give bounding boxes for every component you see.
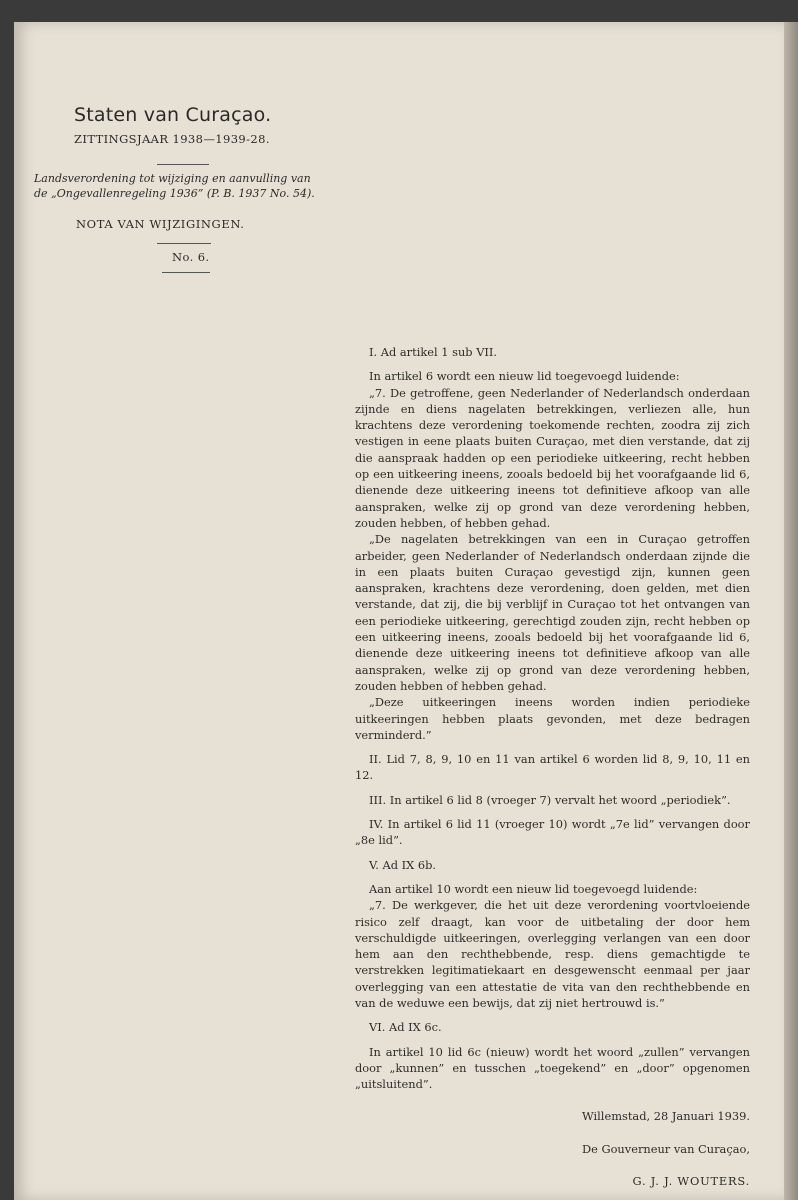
page-edge [784, 22, 798, 1200]
document-page [14, 22, 784, 1200]
session-line: ZITTINGSJAAR 1938—1939-28. [74, 132, 270, 146]
divider [157, 243, 211, 244]
section-heading: V. Ad IX 6b. [369, 857, 437, 872]
document-number: No. 6. [172, 250, 210, 264]
section-heading: I. Ad artikel 1 sub VII. [369, 345, 498, 359]
paragraph: Aan artikel 10 wordt een nieuw lid toegevoegd luidende: [369, 881, 698, 896]
subject-line: Landsverordening tot wijziging en aanvulling van de „Ongevallenregeling 1936” (P. B. 1937 No. 54). [34, 172, 315, 200]
document-body [355, 344, 750, 1189]
paragraph: In artikel 6 wordt een nieuw lid toegevoegd luidende: [369, 369, 680, 384]
nota-heading: NOTA VAN WIJZIGINGEN. [76, 217, 245, 231]
paragraph: In artikel 10 lid 6c (nieuw) wordt het woord „zullen” vervangen door „kunnen” en tusschen „toegekend” en „door” opgenomen „uitsluitend”. [355, 1044, 750, 1092]
page-title: Staten van Curaçao. [74, 104, 272, 126]
divider [157, 164, 209, 165]
signatory-role: De Gouverneur van Curaçao, [581, 1141, 750, 1156]
paragraph: III. In artikel 6 lid 8 (vroeger 7) vervalt het woord „periodiek”. [369, 792, 731, 807]
paragraph: II. Lid 7, 8, 9, 10 en 11 van artikel 6 worden lid 8, 9, 10, 11 en 12. [355, 752, 750, 783]
paragraph: „7. De werkgever, die het uit deze verordening voortvloeiende risico zelf draagt, kan voor de uitbetaling der door hem verschuldigde uitkeeringen, overlegging verlangen van een door hem aan den rechthebbende, resp. diens gemachtigde te verstrekken legitimatiekaart en desgewenscht eenmaal per jaar overlegging van een attestatie de vita van den rechthebbende en van de weduwe een bewijs, dat zij niet hertrouwd is.” [355, 898, 750, 1010]
place-date: Willemstad, 28 Januari 1939. [582, 1109, 750, 1124]
section-heading: VI. Ad IX 6c. [369, 1020, 442, 1035]
signatory-name: G. J. J. WOUTERS. [632, 1174, 750, 1189]
paragraph: „7. De getroffene, geen Nederlander of Nederlandsch onderdaan zijnde en diens nagelaten betrekkingen, verliezen alle, hun krachtens deze verordening toekomende rechten, zoodra zij zich vestigen in eene plaats buiten Curaçao, met dien verstande, dat zij die aanspraak hadden op een periodieke uitkeering, recht hebben op een uitkeering ineens, zooals bedoeld bij het voorafgaande lid 6, dienende deze uitkeering ineens tot definitieve afkoop van alle aanspraken, welke zij op grond van deze verordening hebben, zouden hebben, of hebben gehad. [355, 385, 750, 530]
paragraph: „De nagelaten betrekkingen van een in Curaçao getroffen arbeider, geen Nederlander of Nederlandsch onderdaan zijnde die in een plaats buiten Curaçao gevestigd zijn, kunnen geen aanspraken, krachtens deze verordening, doen gelden, met dien verstande, dat zij, die bij verblijf in Curaçao tot het ontvangen van een periodieke uitkeering, gerechtigd zouden zijn, recht hebben op een uitkeering ineens, zooals bedoeld bij het voorafgaande lid 6, dienende deze uitkeering ineens tot definitieve afkoop van alle aanspraken, welke zij op grond van deze verordening hebben, zouden hebben of hebben gehad. [355, 532, 750, 693]
paragraph: „Deze uitkeeringen ineens worden indien periodieke uitkeeringen hebben plaats gevonden, met deze bedragen verminderd.” [355, 695, 750, 742]
paragraph: IV. In artikel 6 lid 11 (vroeger 10) wordt „7e lid” vervangen door „8e lid”. [355, 817, 750, 848]
document-header [34, 104, 324, 273]
divider [162, 272, 210, 273]
